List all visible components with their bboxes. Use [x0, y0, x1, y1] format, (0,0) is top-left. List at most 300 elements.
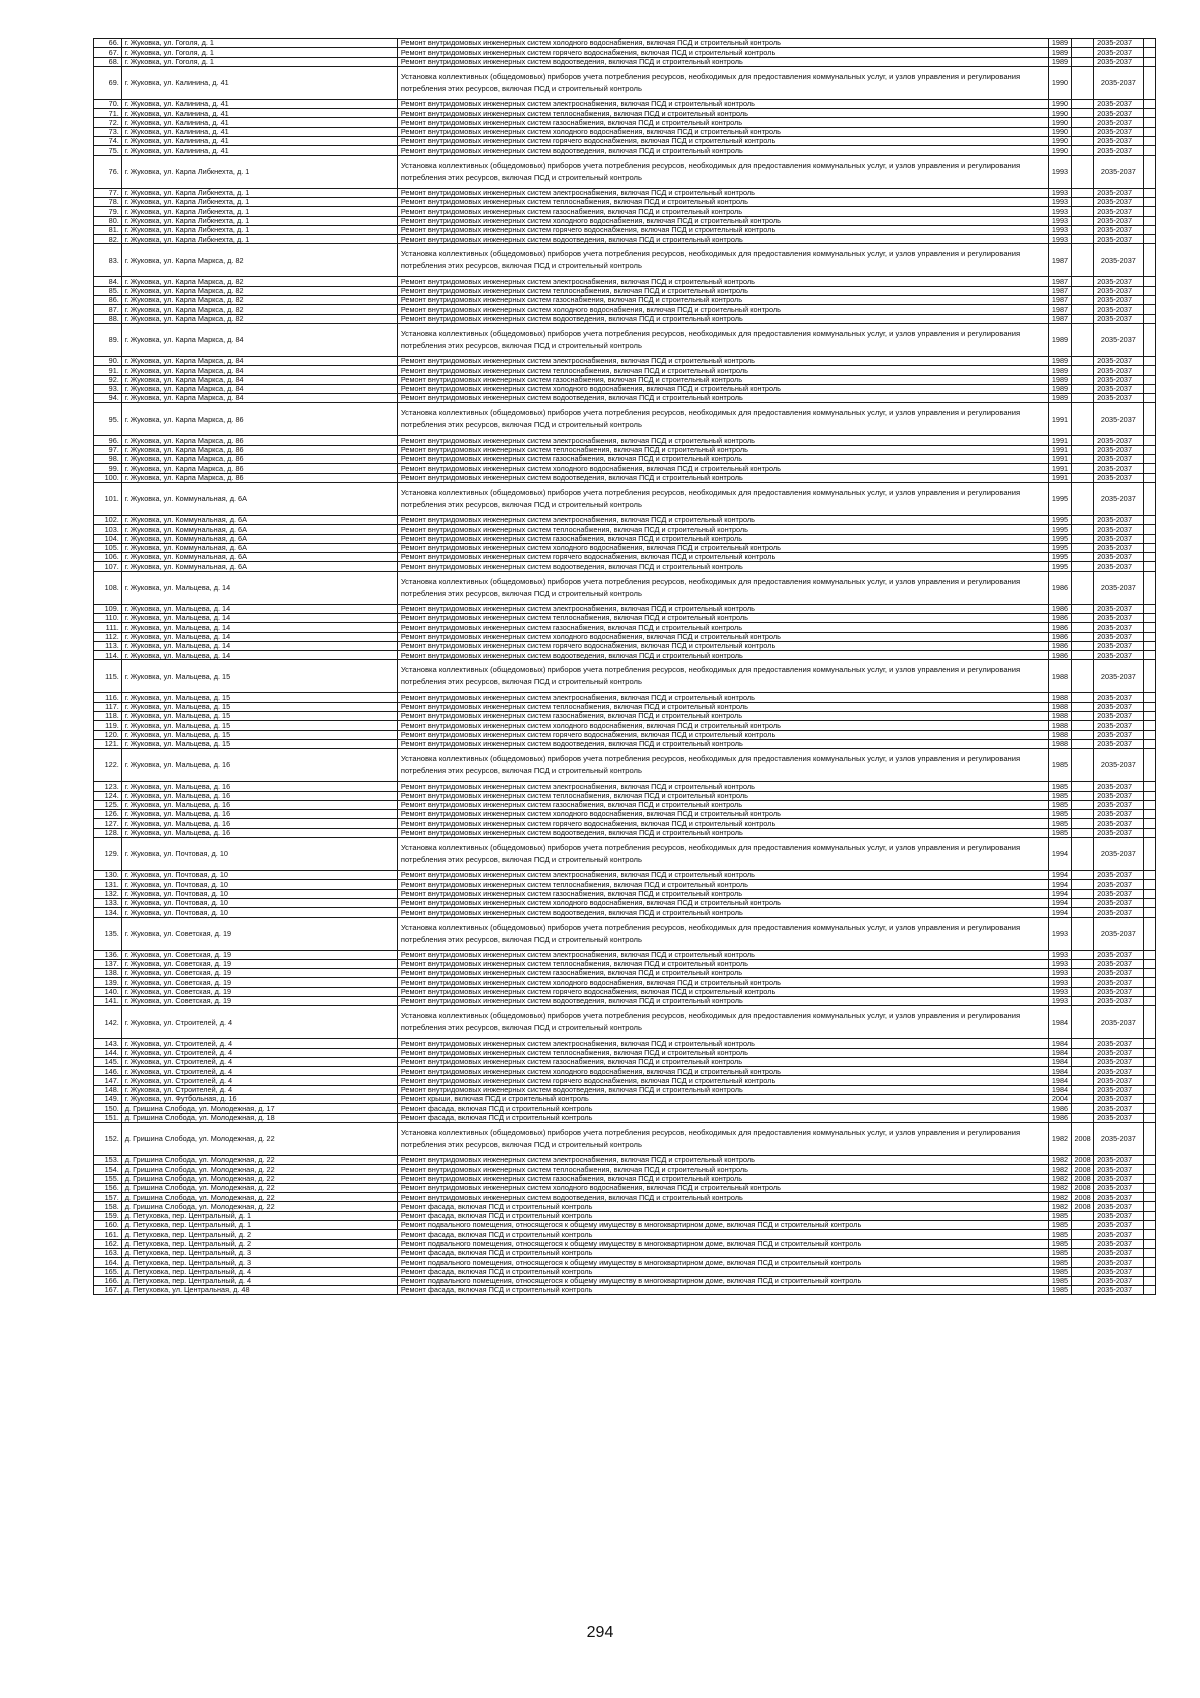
build-year-cell: 1994 [1048, 871, 1071, 880]
work-type-cell: Ремонт внутридомовых инженерных систем электроснабжения, включая ПСД и строительный контроль [397, 693, 1048, 702]
build-year-cell: 1989 [1048, 57, 1071, 66]
row-number-cell: 109. [94, 604, 122, 613]
build-year-cell: 1987 [1048, 286, 1071, 295]
row-number-cell: 137. [94, 959, 122, 968]
planned-period-cell: 2035-2037 [1094, 207, 1143, 216]
table-row [94, 445, 1156, 454]
empty-cell [1143, 571, 1155, 604]
address-cell: г. Жуковка, ул. Мальцева, д. 14 [121, 623, 397, 632]
row-number-cell: 82. [94, 235, 122, 244]
table-row [94, 1230, 1156, 1239]
empty-cell [1143, 225, 1155, 234]
planned-period-cell: 2035-2037 [1094, 1104, 1143, 1113]
address-cell: д. Гришина Слобода, ул. Молодежная, д. 22 [121, 1122, 397, 1155]
planned-period-cell: 2035-2037 [1094, 898, 1143, 907]
address-cell: г. Жуковка, ул. Почтовая, д. 10 [121, 908, 397, 917]
row-number-cell: 145. [94, 1057, 122, 1066]
row-number-cell: 138. [94, 969, 122, 978]
work-type-cell: Ремонт фасада, включая ПСД и строительный контроль [397, 1211, 1048, 1220]
table-row [94, 641, 1156, 650]
empty-cell [1143, 651, 1155, 660]
address-cell: г. Жуковка, ул. Строителей, д. 4 [121, 1048, 397, 1057]
row-number-cell: 156. [94, 1183, 122, 1192]
build-year-cell: 1985 [1048, 810, 1071, 819]
reconstruction-year-cell [1071, 871, 1094, 880]
work-type-cell: Ремонт внутридомовых инженерных систем холодного водоснабжения, включая ПСД и строительный контроль [397, 898, 1048, 907]
work-type-cell: Ремонт внутридомовых инженерных систем горячего водоснабжения, включая ПСД и строительный контроль [397, 641, 1048, 650]
address-cell: г. Жуковка, ул. Строителей, д. 4 [121, 1006, 397, 1039]
row-number-cell: 115. [94, 660, 122, 693]
empty-cell [1143, 314, 1155, 323]
table-row [94, 1211, 1156, 1220]
row-number-cell: 100. [94, 473, 122, 482]
address-cell: г. Жуковка, ул. Почтовая, д. 10 [121, 889, 397, 898]
reconstruction-year-cell [1071, 436, 1094, 445]
address-cell: г. Жуковка, ул. Карла Маркса, д. 84 [121, 323, 397, 356]
row-number-cell: 163. [94, 1248, 122, 1257]
empty-cell [1143, 66, 1155, 99]
table-row [94, 1076, 1156, 1085]
reconstruction-year-cell [1071, 1113, 1094, 1122]
reconstruction-year-cell [1071, 1211, 1094, 1220]
address-cell: г. Жуковка, ул. Калинина, д. 41 [121, 146, 397, 155]
table-row [94, 739, 1156, 748]
empty-cell [1143, 99, 1155, 108]
address-cell: г. Жуковка, ул. Мальцева, д. 14 [121, 641, 397, 650]
address-cell: г. Жуковка, ул. Карла Либкнехта, д. 1 [121, 207, 397, 216]
empty-cell [1143, 623, 1155, 632]
work-type-cell: Ремонт внутридомовых инженерных систем водоотведения, включая ПСД и строительный контроль [397, 997, 1048, 1006]
work-type-cell: Ремонт внутридомовых инженерных систем водоотведения, включая ПСД и строительный контроль [397, 314, 1048, 323]
address-cell: д. Петуховка, пер. Центральный, д. 1 [121, 1221, 397, 1230]
table-row [94, 553, 1156, 562]
reconstruction-year-cell [1071, 375, 1094, 384]
address-cell: г. Жуковка, ул. Мальцева, д. 15 [121, 712, 397, 721]
work-type-cell: Ремонт внутридомовых инженерных систем горячего водоснабжения, включая ПСД и строительный контроль [397, 48, 1048, 57]
table-row [94, 207, 1156, 216]
planned-period-cell: 2035-2037 [1094, 1248, 1143, 1257]
reconstruction-year-cell [1071, 749, 1094, 782]
work-type-cell: Установка коллективных (общедомовых) приборов учета потребления ресурсов, необходимых для предоставления коммунальных услуг, и узлов управления и регулирования потребления этих ресурсов, включая ПСД и строительный контроль [397, 66, 1048, 99]
planned-period-cell: 2035-2037 [1094, 1113, 1143, 1122]
table-row [94, 464, 1156, 473]
planned-period-cell: 2035-2037 [1094, 712, 1143, 721]
work-type-cell: Ремонт внутридомовых инженерных систем теплоснабжения, включая ПСД и строительный контроль [397, 1048, 1048, 1057]
reconstruction-year-cell [1071, 286, 1094, 295]
planned-period-cell: 2035-2037 [1094, 543, 1143, 552]
work-type-cell: Ремонт внутридомовых инженерных систем водоотведения, включая ПСД и строительный контроль [397, 146, 1048, 155]
empty-cell [1143, 146, 1155, 155]
empty-cell [1143, 959, 1155, 968]
planned-period-cell: 2035-2037 [1094, 137, 1143, 146]
row-number-cell: 90. [94, 356, 122, 365]
reconstruction-year-cell [1071, 473, 1094, 482]
table-row [94, 66, 1156, 99]
table-row [94, 828, 1156, 837]
address-cell: г. Жуковка, ул. Карла Маркса, д. 82 [121, 244, 397, 277]
planned-period-cell: 2035-2037 [1094, 604, 1143, 613]
address-cell: д. Гришина Слобода, ул. Молодежная, д. 22 [121, 1155, 397, 1164]
work-type-cell: Ремонт внутридомовых инженерных систем горячего водоснабжения, включая ПСД и строительный контроль [397, 730, 1048, 739]
empty-cell [1143, 889, 1155, 898]
empty-cell [1143, 880, 1155, 889]
build-year-cell: 1985 [1048, 791, 1071, 800]
work-type-cell: Ремонт внутридомовых инженерных систем электроснабжения, включая ПСД и строительный контроль [397, 604, 1048, 613]
address-cell: д. Петуховка, пер. Центральный, д. 2 [121, 1239, 397, 1248]
planned-period-cell: 2035-2037 [1094, 1039, 1143, 1048]
empty-cell [1143, 871, 1155, 880]
table-row [94, 819, 1156, 828]
reconstruction-year-cell [1071, 1248, 1094, 1257]
planned-period-cell: 2035-2037 [1094, 693, 1143, 702]
planned-period-cell: 2035-2037 [1094, 356, 1143, 365]
empty-cell [1143, 791, 1155, 800]
reconstruction-year-cell [1071, 613, 1094, 622]
empty-cell [1143, 1122, 1155, 1155]
build-year-cell: 1995 [1048, 525, 1071, 534]
reconstruction-year-cell [1071, 838, 1094, 871]
build-year-cell: 1993 [1048, 917, 1071, 950]
work-type-cell: Ремонт внутридомовых инженерных систем электроснабжения, включая ПСД и строительный контроль [397, 1155, 1048, 1164]
reconstruction-year-cell [1071, 908, 1094, 917]
build-year-cell: 1995 [1048, 534, 1071, 543]
empty-cell [1143, 693, 1155, 702]
reconstruction-year-cell [1071, 553, 1094, 562]
address-cell: д. Гришина Слобода, ул. Молодежная, д. 22 [121, 1174, 397, 1183]
address-cell: г. Жуковка, ул. Калинина, д. 41 [121, 99, 397, 108]
address-cell: д. Петуховка, пер. Центральный, д. 3 [121, 1248, 397, 1257]
empty-cell [1143, 305, 1155, 314]
build-year-cell: 1985 [1048, 1230, 1071, 1239]
address-cell: г. Жуковка, ул. Карла Маркса, д. 82 [121, 314, 397, 323]
address-cell: г. Жуковка, ул. Мальцева, д. 14 [121, 651, 397, 660]
work-type-cell: Ремонт внутридомовых инженерных систем холодного водоснабжения, включая ПСД и строительный контроль [397, 127, 1048, 136]
table-row [94, 57, 1156, 66]
build-year-cell: 1993 [1048, 959, 1071, 968]
empty-cell [1143, 39, 1155, 48]
build-year-cell: 1985 [1048, 1248, 1071, 1257]
build-year-cell: 1988 [1048, 721, 1071, 730]
work-type-cell: Ремонт внутридомовых инженерных систем газоснабжения, включая ПСД и строительный контроль [397, 969, 1048, 978]
reconstruction-year-cell [1071, 693, 1094, 702]
empty-cell [1143, 969, 1155, 978]
empty-cell [1143, 641, 1155, 650]
reconstruction-year-cell: 2008 [1071, 1183, 1094, 1192]
reconstruction-year-cell [1071, 969, 1094, 978]
planned-period-cell: 2035-2037 [1094, 1006, 1143, 1039]
row-number-cell: 146. [94, 1067, 122, 1076]
row-number-cell: 162. [94, 1239, 122, 1248]
table-row [94, 482, 1156, 515]
empty-cell [1143, 739, 1155, 748]
empty-cell [1143, 997, 1155, 1006]
reconstruction-year-cell: 2008 [1071, 1193, 1094, 1202]
row-number-cell: 147. [94, 1076, 122, 1085]
table-row [94, 604, 1156, 613]
address-cell: г. Жуковка, ул. Карла Либкнехта, д. 1 [121, 225, 397, 234]
table-row [94, 978, 1156, 987]
planned-period-cell: 2035-2037 [1094, 571, 1143, 604]
address-cell: г. Жуковка, ул. Коммунальная, д. 6А [121, 525, 397, 534]
address-cell: г. Жуковка, ул. Карла Маркса, д. 84 [121, 366, 397, 375]
empty-cell [1143, 277, 1155, 286]
empty-cell [1143, 1076, 1155, 1085]
row-number-cell: 104. [94, 534, 122, 543]
address-cell: г. Жуковка, ул. Мальцева, д. 14 [121, 632, 397, 641]
row-number-cell: 157. [94, 1193, 122, 1202]
row-number-cell: 76. [94, 155, 122, 188]
empty-cell [1143, 838, 1155, 871]
build-year-cell: 1989 [1048, 323, 1071, 356]
work-type-cell: Ремонт внутридомовых инженерных систем холодного водоснабжения, включая ПСД и строительный контроль [397, 464, 1048, 473]
work-type-cell: Ремонт внутридомовых инженерных систем горячего водоснабжения, включая ПСД и строительный контроль [397, 1076, 1048, 1085]
row-number-cell: 134. [94, 908, 122, 917]
table-row [94, 127, 1156, 136]
row-number-cell: 73. [94, 127, 122, 136]
address-cell: г. Жуковка, ул. Советская, д. 19 [121, 917, 397, 950]
address-cell: г. Жуковка, ул. Мальцева, д. 14 [121, 571, 397, 604]
planned-period-cell: 2035-2037 [1094, 482, 1143, 515]
planned-period-cell: 2035-2037 [1094, 66, 1143, 99]
table-row [94, 1276, 1156, 1285]
work-type-cell: Ремонт подвального помещения, относящегося к общему имуществу в многоквартирном доме, включая ПСД и строительный контроль [397, 1221, 1048, 1230]
address-cell: г. Жуковка, ул. Карла Маркса, д. 84 [121, 384, 397, 393]
empty-cell [1143, 782, 1155, 791]
work-type-cell: Ремонт внутридомовых инженерных систем водоотведения, включая ПСД и строительный контроль [397, 739, 1048, 748]
row-number-cell: 111. [94, 623, 122, 632]
row-number-cell: 155. [94, 1174, 122, 1183]
address-cell: г. Жуковка, ул. Советская, д. 19 [121, 978, 397, 987]
work-type-cell: Ремонт внутридомовых инженерных систем теплоснабжения, включая ПСД и строительный контроль [397, 286, 1048, 295]
build-year-cell: 1989 [1048, 394, 1071, 403]
table-row [94, 314, 1156, 323]
reconstruction-year-cell [1071, 828, 1094, 837]
planned-period-cell: 2035-2037 [1094, 651, 1143, 660]
row-number-cell: 106. [94, 553, 122, 562]
row-number-cell: 108. [94, 571, 122, 604]
work-type-cell: Ремонт внутридомовых инженерных систем горячего водоснабжения, включая ПСД и строительный контроль [397, 553, 1048, 562]
build-year-cell: 1989 [1048, 48, 1071, 57]
build-year-cell: 1985 [1048, 749, 1071, 782]
address-cell: г. Жуковка, ул. Карла Маркса, д. 84 [121, 394, 397, 403]
work-type-cell: Ремонт внутридомовых инженерных систем электроснабжения, включая ПСД и строительный контроль [397, 782, 1048, 791]
work-type-cell: Установка коллективных (общедомовых) приборов учета потребления ресурсов, необходимых для предоставления коммунальных услуг, и узлов управления и регулирования потребления этих ресурсов, включая ПСД и строительный контроль [397, 1122, 1048, 1155]
row-number-cell: 72. [94, 118, 122, 127]
row-number-cell: 132. [94, 889, 122, 898]
empty-cell [1143, 1048, 1155, 1057]
build-year-cell: 1989 [1048, 375, 1071, 384]
table-row [94, 987, 1156, 996]
table-row [94, 323, 1156, 356]
planned-period-cell: 2035-2037 [1094, 978, 1143, 987]
row-number-cell: 92. [94, 375, 122, 384]
row-number-cell: 164. [94, 1258, 122, 1267]
row-number-cell: 118. [94, 712, 122, 721]
reconstruction-year-cell [1071, 314, 1094, 323]
build-year-cell: 2004 [1048, 1095, 1071, 1104]
table-row [94, 1202, 1156, 1211]
work-type-cell: Ремонт внутридомовых инженерных систем теплоснабжения, включая ПСД и строительный контроль [397, 1165, 1048, 1174]
row-number-cell: 101. [94, 482, 122, 515]
address-cell: г. Жуковка, ул. Коммунальная, д. 6А [121, 553, 397, 562]
address-cell: г. Жуковка, ул. Калинина, д. 41 [121, 137, 397, 146]
table-row [94, 436, 1156, 445]
empty-cell [1143, 235, 1155, 244]
build-year-cell: 1985 [1048, 800, 1071, 809]
reconstruction-year-cell [1071, 1258, 1094, 1267]
reconstruction-year-cell [1071, 216, 1094, 225]
build-year-cell: 1982 [1048, 1183, 1071, 1192]
planned-period-cell: 2035-2037 [1094, 1239, 1143, 1248]
work-type-cell: Ремонт внутридомовых инженерных систем газоснабжения, включая ПСД и строительный контроль [397, 455, 1048, 464]
build-year-cell: 1991 [1048, 473, 1071, 482]
planned-period-cell: 2035-2037 [1094, 534, 1143, 543]
row-number-cell: 95. [94, 403, 122, 436]
address-cell: г. Жуковка, ул. Мальцева, д. 16 [121, 791, 397, 800]
row-number-cell: 69. [94, 66, 122, 99]
build-year-cell: 1985 [1048, 782, 1071, 791]
address-cell: г. Жуковка, ул. Строителей, д. 4 [121, 1076, 397, 1085]
build-year-cell: 1985 [1048, 828, 1071, 837]
work-type-cell: Ремонт внутридомовых инженерных систем холодного водоснабжения, включая ПСД и строительный контроль [397, 384, 1048, 393]
table-row [94, 623, 1156, 632]
reconstruction-year-cell [1071, 660, 1094, 693]
planned-period-cell: 2035-2037 [1094, 146, 1143, 155]
build-year-cell: 1987 [1048, 244, 1071, 277]
address-cell: д. Петуховка, пер. Центральный, д. 4 [121, 1267, 397, 1276]
row-number-cell: 81. [94, 225, 122, 234]
build-year-cell: 1986 [1048, 613, 1071, 622]
row-number-cell: 105. [94, 543, 122, 552]
planned-period-cell: 2035-2037 [1094, 562, 1143, 571]
work-type-cell: Установка коллективных (общедомовых) приборов учета потребления ресурсов, необходимых для предоставления коммунальных услуг, и узлов управления и регулирования потребления этих ресурсов, включая ПСД и строительный контроль [397, 1006, 1048, 1039]
table-row [94, 782, 1156, 791]
table-body [94, 39, 1156, 1295]
empty-cell [1143, 1165, 1155, 1174]
work-type-cell: Ремонт внутридомовых инженерных систем электроснабжения, включая ПСД и строительный контроль [397, 188, 1048, 197]
empty-cell [1143, 1248, 1155, 1257]
planned-period-cell: 2035-2037 [1094, 889, 1143, 898]
reconstruction-year-cell [1071, 730, 1094, 739]
work-type-cell: Ремонт внутридомовых инженерных систем газоснабжения, включая ПСД и строительный контроль [397, 800, 1048, 809]
reconstruction-year-cell [1071, 1286, 1094, 1295]
address-cell: г. Жуковка, ул. Карла Маркса, д. 86 [121, 455, 397, 464]
empty-cell [1143, 604, 1155, 613]
address-cell: г. Жуковка, ул. Карла Маркса, д. 86 [121, 473, 397, 482]
address-cell: г. Жуковка, ул. Советская, д. 19 [121, 987, 397, 996]
empty-cell [1143, 1095, 1155, 1104]
planned-period-cell: 2035-2037 [1094, 48, 1143, 57]
table-row [94, 1258, 1156, 1267]
row-number-cell: 88. [94, 314, 122, 323]
reconstruction-year-cell [1071, 39, 1094, 48]
empty-cell [1143, 207, 1155, 216]
empty-cell [1143, 137, 1155, 146]
build-year-cell: 1988 [1048, 660, 1071, 693]
row-number-cell: 77. [94, 188, 122, 197]
empty-cell [1143, 1155, 1155, 1164]
reconstruction-year-cell [1071, 235, 1094, 244]
table-row [94, 48, 1156, 57]
empty-cell [1143, 356, 1155, 365]
table-row [94, 155, 1156, 188]
table-row [94, 118, 1156, 127]
table-row [94, 286, 1156, 295]
empty-cell [1143, 403, 1155, 436]
reconstruction-year-cell [1071, 562, 1094, 571]
table-row [94, 277, 1156, 286]
row-number-cell: 96. [94, 436, 122, 445]
reconstruction-year-cell [1071, 739, 1094, 748]
address-cell: г. Жуковка, ул. Карла Либкнехта, д. 1 [121, 188, 397, 197]
row-number-cell: 75. [94, 146, 122, 155]
table-row [94, 702, 1156, 711]
work-type-cell: Ремонт внутридомовых инженерных систем холодного водоснабжения, включая ПСД и строительный контроль [397, 632, 1048, 641]
work-type-cell: Установка коллективных (общедомовых) приборов учета потребления ресурсов, необходимых для предоставления коммунальных услуг, и узлов управления и регулирования потребления этих ресурсов, включая ПСД и строительный контроль [397, 244, 1048, 277]
build-year-cell: 1993 [1048, 216, 1071, 225]
address-cell: г. Жуковка, ул. Советская, д. 19 [121, 997, 397, 1006]
empty-cell [1143, 366, 1155, 375]
address-cell: г. Жуковка, ул. Мальцева, д. 15 [121, 730, 397, 739]
empty-cell [1143, 375, 1155, 384]
planned-period-cell: 2035-2037 [1094, 641, 1143, 650]
row-number-cell: 85. [94, 286, 122, 295]
row-number-cell: 142. [94, 1006, 122, 1039]
build-year-cell: 1985 [1048, 1239, 1071, 1248]
empty-cell [1143, 1211, 1155, 1220]
planned-period-cell: 2035-2037 [1094, 1067, 1143, 1076]
address-cell: г. Жуковка, ул. Карла Маркса, д. 86 [121, 403, 397, 436]
address-cell: г. Жуковка, ул. Коммунальная, д. 6А [121, 543, 397, 552]
address-cell: г. Жуковка, ул. Гоголя, д. 1 [121, 57, 397, 66]
empty-cell [1143, 118, 1155, 127]
address-cell: д. Гришина Слобода, ул. Молодежная, д. 22 [121, 1165, 397, 1174]
work-type-cell: Ремонт внутридомовых инженерных систем водоотведения, включая ПСД и строительный контроль [397, 235, 1048, 244]
empty-cell [1143, 987, 1155, 996]
empty-cell [1143, 562, 1155, 571]
work-type-cell: Установка коллективных (общедомовых) приборов учета потребления ресурсов, необходимых для предоставления коммунальных услуг, и узлов управления и регулирования потребления этих ресурсов, включая ПСД и строительный контроль [397, 571, 1048, 604]
build-year-cell: 1990 [1048, 66, 1071, 99]
planned-period-cell: 2035-2037 [1094, 917, 1143, 950]
row-number-cell: 130. [94, 871, 122, 880]
table-row [94, 791, 1156, 800]
row-number-cell: 86. [94, 296, 122, 305]
reconstruction-year-cell [1071, 889, 1094, 898]
row-number-cell: 148. [94, 1085, 122, 1094]
row-number-cell: 84. [94, 277, 122, 286]
work-type-cell: Ремонт внутридомовых инженерных систем газоснабжения, включая ПСД и строительный контроль [397, 207, 1048, 216]
reconstruction-year-cell: 2008 [1071, 1202, 1094, 1211]
empty-cell [1143, 1039, 1155, 1048]
address-cell: д. Петуховка, пер. Центральный, д. 2 [121, 1230, 397, 1239]
row-number-cell: 154. [94, 1165, 122, 1174]
build-year-cell: 1991 [1048, 403, 1071, 436]
build-year-cell: 1985 [1048, 1267, 1071, 1276]
table-row [94, 1048, 1156, 1057]
address-cell: г. Жуковка, ул. Карла Маркса, д. 84 [121, 375, 397, 384]
reconstruction-year-cell [1071, 1006, 1094, 1039]
address-cell: г. Жуковка, ул. Строителей, д. 4 [121, 1039, 397, 1048]
reconstruction-year-cell [1071, 1267, 1094, 1276]
reconstruction-year-cell [1071, 118, 1094, 127]
build-year-cell: 1985 [1048, 1276, 1071, 1285]
work-type-cell: Ремонт внутридомовых инженерных систем теплоснабжения, включая ПСД и строительный контроль [397, 525, 1048, 534]
row-number-cell: 149. [94, 1095, 122, 1104]
reconstruction-year-cell [1071, 188, 1094, 197]
address-cell: д. Петуховка, пер. Центральный, д. 4 [121, 1276, 397, 1285]
empty-cell [1143, 908, 1155, 917]
reconstruction-year-cell [1071, 534, 1094, 543]
